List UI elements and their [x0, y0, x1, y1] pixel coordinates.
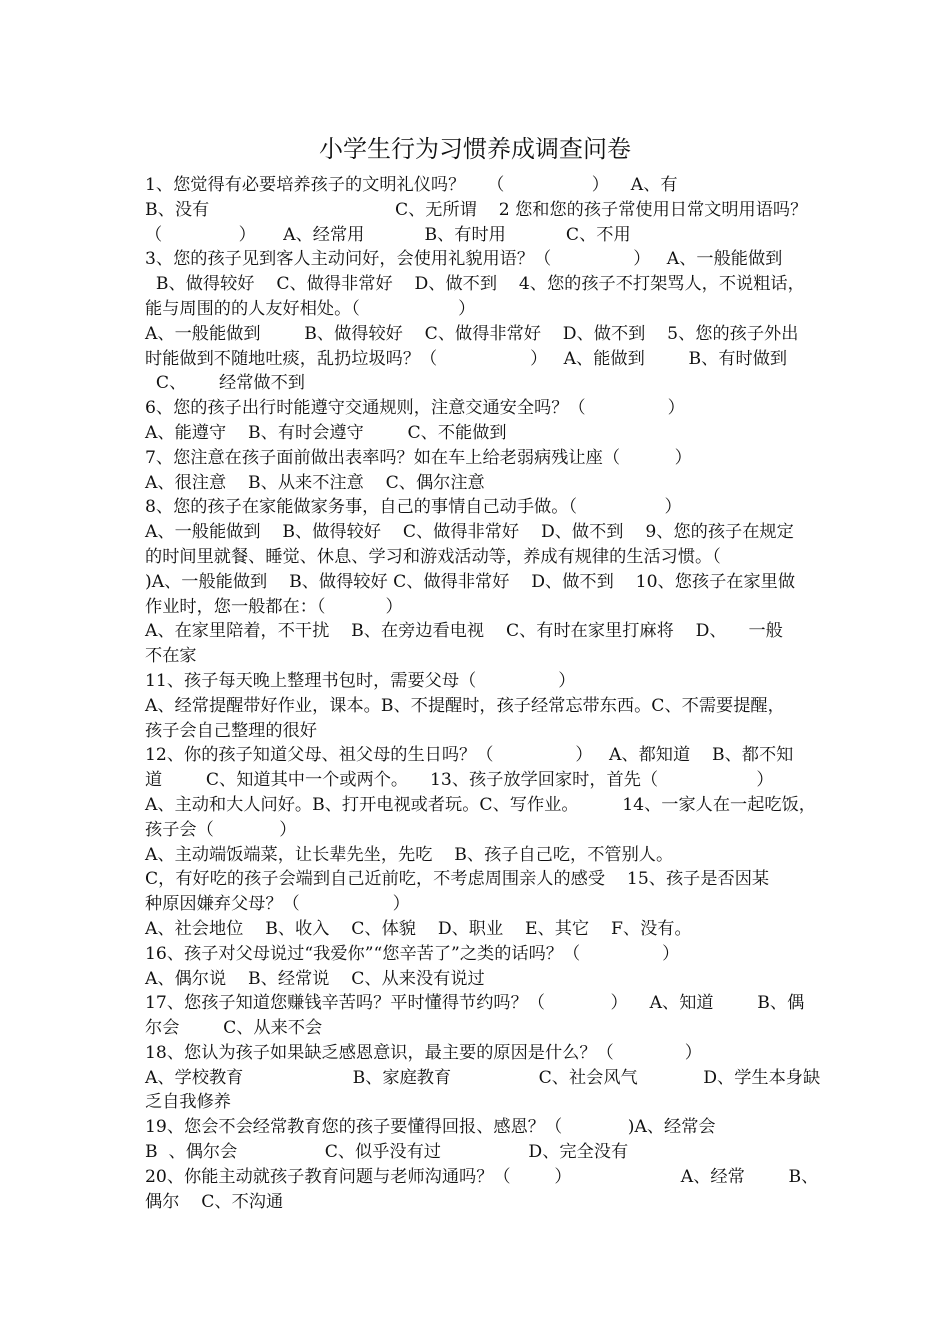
- text-line: A、经常提醒带好作业，课本。B、不提醒时，孩子经常忘带东西。C、不需要提醒，: [145, 695, 785, 716]
- text-line: A、在家里陪着，不干扰 B、在旁边看电视 C、有时在家里打麻将 D、 一般: [145, 621, 783, 642]
- text-line: 3、您的孩子见到客人主动问好，会使用礼貌用语？（ ） A、一般能做到: [145, 249, 783, 270]
- text-line: 1、您觉得有必要培养孩子的文明礼仪吗？ （ ） A、有: [145, 175, 678, 195]
- text-line: A、主动端饭端菜，让长辈先坐，先吃 B、孩子自己吃，不管别人。: [145, 844, 674, 865]
- document-body: [145, 173, 821, 1214]
- text-line: 孩子会（ ）: [145, 819, 297, 840]
- text-line: A、一般能做到 B、做得较好 C、做得非常好 D、做不到 5、您的孩子外出: [145, 323, 799, 344]
- text-line: 不在家: [145, 646, 197, 667]
- text-line: 作业时，您一般都在：（ ）: [145, 596, 403, 617]
- text-line: 尔会 C、从来不会: [145, 1018, 323, 1039]
- text-line: 的时间里就餐、睡觉、休息、学习和游戏活动等，养成有规律的生活习惯。（: [145, 546, 721, 567]
- text-line: A、主动和大人问好。B、打开电视或者玩。C、写作业。 14、一家人在一起吃饭，: [145, 794, 816, 815]
- text-line: 12、你的孩子知道父母、祖父母的生日吗？（ ） A、都知道 B、都不知: [145, 745, 794, 766]
- text-line: 孩子会自己整理的很好: [145, 720, 317, 741]
- text-line: A、偶尔说 B、经常说 C、从来没有说过: [145, 968, 485, 989]
- text-line: 种原因嫌弃父母？（ ）: [145, 894, 410, 915]
- text-line: 乏自我修养: [145, 1092, 231, 1113]
- text-line: 11、孩子每天晚上整理书包时，需要父母（ ）: [145, 670, 576, 691]
- text-line: A、学校教育 B、家庭教育 C、社会风气 D、学生本身缺: [145, 1067, 821, 1088]
- text-line: 偶尔 C、不沟通: [145, 1191, 284, 1212]
- text-line: 道 C、知道其中一个或两个。 13、孩子放学回家时，首先（ ）: [145, 770, 774, 791]
- text-line: 18、您认为孩子如果缺乏感恩意识，最主要的原因是什么？（ ）: [145, 1042, 702, 1063]
- text-line: 19、您会不会经常教育您的孩子要懂得回报、感恩？（ )A、经常会: [145, 1117, 716, 1138]
- text-line: 7、您注意在孩子面前做出表率吗？如在车上给老弱病残让座（ ）: [145, 447, 692, 468]
- text-line: A、很注意 B、从来不注意 C、偶尔注意: [145, 472, 485, 493]
- document-title: 小学生行为习惯养成调查问卷: [319, 135, 631, 163]
- text-line: C、 经常做不到: [145, 373, 305, 394]
- text-line: 20、你能主动就孩子教育问题与老师沟通吗？（ ） A、经常 B、: [145, 1166, 819, 1187]
- text-line: )A、一般能做到 B、做得较好 C、做得非常好 D、做不到 10、您孩子在家里做: [145, 571, 796, 592]
- text-line: B 、偶尔会 C、似乎没有过 D、完全没有: [145, 1142, 629, 1163]
- text-line: A、能遵守 B、有时会遵守 C、不能做到: [145, 422, 507, 443]
- text-line: 6、您的孩子出行时能遵守交通规则，注意交通安全吗？（ ）: [145, 398, 685, 419]
- text-line: A、一般能做到 B、做得较好 C、做得非常好 D、做不到 9、您的孩子在规定: [145, 522, 794, 543]
- text-line: 16、孩子对父母说过“我爱你”“您辛苦了”之类的话吗？（ ）: [145, 943, 680, 964]
- text-line: 17、您孩子知道您赚钱辛苦吗？平时懂得节约吗？（ ） A、知道 B、偶: [145, 993, 805, 1014]
- text-line: A、社会地位 B、收入 C、体貌 D、职业 E、其它 F、没有。: [145, 918, 692, 939]
- text-line: （ ） A、经常用 B、有时用 C、不用: [145, 224, 631, 245]
- text-line: C，有好吃的孩子会端到自己近前吃，不考虑周围亲人的感受 15、孩子是否因某: [145, 869, 770, 890]
- text-line: 能与周围的的人友好相处。（ ）: [145, 298, 476, 319]
- text-line: 时能做到不随地吐痰，乱扔垃圾吗？（ ） A、能做到 B、有时做到: [145, 348, 788, 369]
- text-line: B、做得较好 C、做得非常好 D、做不到 4、您的孩子不打架骂人，不说粗话，: [145, 274, 805, 295]
- text-line: B、没有 C、无所谓 2 您和您的孩子常使用日常文明用语吗？: [145, 199, 808, 220]
- text-line: 8、您的孩子在家能做家务事，自己的事情自己动手做。（ ）: [145, 497, 682, 518]
